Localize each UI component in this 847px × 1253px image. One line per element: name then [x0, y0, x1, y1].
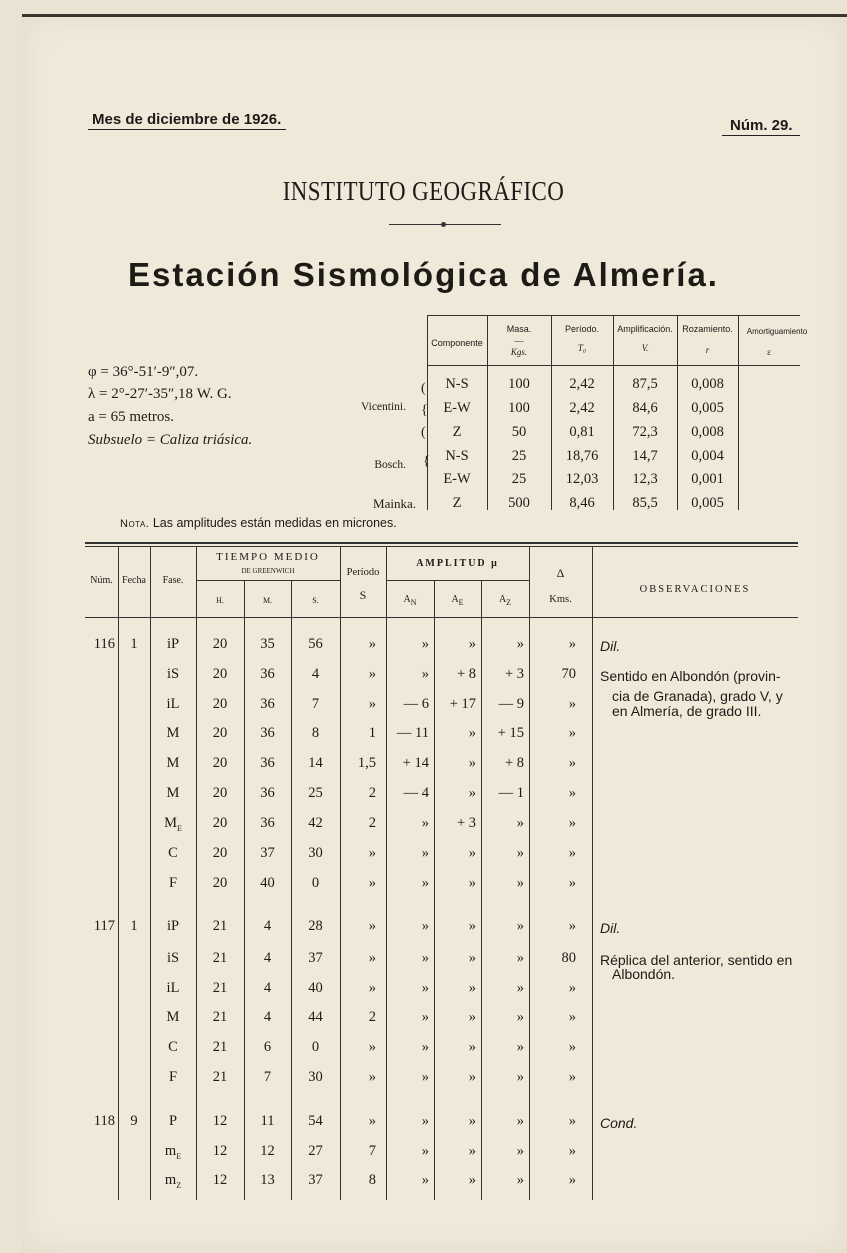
observation-continued: cia de Granada), grado V, y — [612, 688, 783, 704]
note-text: Las amplitudes están medidas en micrones. — [152, 516, 397, 530]
cell-fase: C — [168, 1039, 178, 1055]
cell-h: 12 — [212, 1113, 228, 1129]
cell-h: 20 — [212, 725, 228, 741]
cell-m: 36 — [260, 815, 275, 831]
cell-m: 11 — [260, 1113, 275, 1129]
header-masa-unit: Kgs. — [510, 347, 528, 357]
brace: { — [423, 454, 430, 469]
cell-fase: iP — [166, 636, 180, 652]
header-amplificacion-sym: V. — [641, 343, 649, 353]
cell-m: 35 — [260, 636, 275, 652]
cell-an: » — [421, 815, 429, 831]
cell-fase: iP — [166, 918, 180, 934]
cell: 8,46 — [569, 495, 595, 511]
cell-d: » — [568, 845, 576, 861]
header-periodo: Período — [346, 567, 380, 578]
cell-per: 2 — [368, 1009, 376, 1025]
month-label: Mes de diciembre de 1926. — [92, 111, 282, 128]
header-m: M. — [262, 596, 273, 605]
cell-per: 1,5 — [357, 755, 376, 771]
cell: 87,5 — [632, 376, 658, 392]
cell-d: » — [568, 725, 576, 741]
cell: 85,5 — [632, 495, 658, 511]
cell-per: 7 — [368, 1143, 376, 1159]
cell-d: » — [568, 755, 576, 771]
phase-subscript: E — [177, 823, 182, 833]
cell-h: 20 — [212, 636, 228, 652]
cell-fase: M — [166, 785, 180, 801]
observation: Sentido en Albondón (provin- — [600, 668, 781, 684]
cell-s: 7 — [311, 696, 320, 712]
cell-per: » — [368, 875, 376, 891]
header-s: S. — [312, 596, 319, 605]
header-amplificacion: Amplificación. — [617, 324, 673, 334]
cell-s: 25 — [308, 785, 323, 801]
cell: 25 — [511, 448, 527, 464]
cell: 0,008 — [691, 424, 724, 440]
cell-h: 20 — [212, 666, 228, 682]
cell-az: » — [516, 918, 524, 934]
cell-fase: F — [168, 875, 178, 891]
cell-d: » — [568, 785, 576, 801]
cell-d: » — [568, 1039, 576, 1055]
top-border — [22, 14, 847, 17]
header-periodo-s: S — [359, 588, 367, 602]
header-fase: Fase. — [162, 575, 184, 586]
cell-ae: » — [468, 1113, 476, 1129]
cell-m: 4 — [263, 950, 272, 966]
cell-d: » — [568, 636, 576, 652]
cell: 50 — [511, 424, 527, 440]
cell-per: » — [368, 980, 376, 996]
cell-fase: F — [168, 1069, 178, 1085]
cell-m: 4 — [263, 980, 272, 996]
cell-d: » — [568, 1069, 576, 1085]
rule — [387, 580, 529, 581]
cell-s: 30 — [308, 1069, 323, 1085]
cell-m: 6 — [263, 1039, 272, 1055]
cell-m: 40 — [260, 875, 275, 891]
underline — [722, 135, 800, 136]
note — [120, 516, 397, 530]
header-tiempo-sub: DE GREENWICH — [241, 567, 295, 575]
an-label: A — [403, 594, 411, 605]
cell-m: 36 — [260, 666, 275, 682]
cell-s: 37 — [308, 950, 323, 966]
altitude: a = 65 metros. — [88, 409, 174, 425]
cell-num: 116 — [93, 636, 115, 652]
cell: 0,005 — [691, 495, 724, 511]
cell-per: » — [368, 1113, 376, 1129]
cell: 25 — [511, 471, 527, 487]
rule — [85, 546, 798, 547]
cell-fase: iL — [166, 696, 180, 712]
cell-az: » — [516, 1009, 524, 1025]
cell-per: » — [368, 696, 376, 712]
cell-per: 1 — [368, 725, 376, 741]
cell-ae: » — [468, 725, 476, 741]
cell-az: » — [516, 1113, 524, 1129]
longitude: λ = 2°-27′-35″,18 W. G. — [88, 386, 232, 402]
cell-h: 12 — [212, 1172, 228, 1188]
cell-s: 42 — [308, 815, 323, 831]
an-sub: N — [410, 598, 417, 607]
cell-az: + 8 — [504, 755, 524, 771]
cell-an: + 14 — [402, 755, 429, 771]
cell-d: » — [568, 980, 576, 996]
cell-an: » — [421, 980, 429, 996]
cell-num: 118 — [93, 1113, 115, 1129]
cell-fase — [150, 1172, 196, 1190]
header-amortiguamiento: Amortiguamiento — [746, 327, 808, 336]
header-an — [386, 594, 434, 607]
cell-an: » — [421, 845, 429, 861]
cell-fase: iS — [166, 666, 180, 682]
latitude: φ = 36°-51′-9″,07. — [88, 364, 199, 380]
cell-ae: » — [468, 845, 476, 861]
cell: 100 — [508, 376, 530, 392]
cell-an: — 6 — [403, 696, 429, 712]
header-masa: Masa. — [506, 324, 532, 334]
cell-h: 21 — [212, 950, 228, 966]
cell-an: » — [421, 636, 429, 652]
cell-an: » — [421, 1172, 429, 1188]
cell-d: » — [568, 875, 576, 891]
cell-an: » — [421, 1039, 429, 1055]
cell-m: 4 — [263, 918, 272, 934]
cell-per: 8 — [368, 1172, 376, 1188]
cell-m: 7 — [263, 1069, 272, 1085]
cell-az: » — [516, 980, 524, 996]
header-h: H. — [216, 596, 224, 605]
cell-d: » — [568, 1172, 576, 1188]
cell-h: 20 — [212, 815, 228, 831]
cell-d: 70 — [561, 666, 576, 682]
cell-ae: » — [468, 1172, 476, 1188]
cell-az: » — [516, 1039, 524, 1055]
cell: 0,008 — [691, 376, 724, 392]
phase-label: m — [164, 1172, 177, 1188]
cell-fase: iS — [166, 950, 180, 966]
cell-fase: iL — [166, 980, 180, 996]
cell: 84,6 — [632, 400, 658, 416]
cell-s: 44 — [308, 1009, 323, 1025]
header-rozamiento: Rozamiento. — [682, 324, 733, 334]
cell-az: — 1 — [498, 785, 524, 801]
cell-ae: » — [468, 875, 476, 891]
instrument-bosch: Bosch. — [374, 459, 406, 471]
cell-an: — 4 — [403, 785, 429, 801]
cell-per: » — [368, 950, 376, 966]
cell-az: » — [516, 950, 524, 966]
cell: 72,3 — [632, 424, 658, 440]
cell-s: 56 — [308, 636, 323, 652]
rule — [85, 542, 798, 544]
cell-ae: » — [468, 980, 476, 996]
cell-az: + 3 — [504, 666, 524, 682]
header-fecha: Fecha — [122, 575, 146, 586]
cell-m: 37 — [260, 845, 275, 861]
cell-ae: + 3 — [456, 815, 476, 831]
cell-d: » — [568, 1113, 576, 1129]
cell-m: 36 — [260, 725, 275, 741]
cell-fase — [150, 815, 196, 833]
phase-label: M — [164, 815, 177, 831]
cell-m: 12 — [260, 1143, 275, 1159]
cell: Z — [452, 424, 462, 440]
cell-an: — 11 — [396, 725, 429, 741]
cell-s: 27 — [308, 1143, 323, 1159]
cell-per: 2 — [368, 785, 376, 801]
rule — [592, 546, 593, 1200]
rule — [738, 315, 739, 510]
cell-ae: » — [468, 950, 476, 966]
cell-per: » — [368, 666, 376, 682]
cell-d: » — [568, 1009, 576, 1025]
instrument-mainka: Mainka. — [373, 496, 416, 511]
cell-s: 8 — [311, 725, 320, 741]
cell-an: » — [421, 1113, 429, 1129]
cell: 12,3 — [632, 471, 658, 487]
cell-h: 21 — [212, 918, 228, 934]
cell-h: 21 — [212, 1039, 228, 1055]
ornament-dot — [441, 222, 446, 227]
cell-m: 13 — [260, 1172, 275, 1188]
phase-subscript: E — [176, 1151, 182, 1161]
header-amortiguamiento-sym: ε — [767, 347, 771, 357]
underline — [88, 129, 286, 130]
cell-fase: P — [168, 1113, 178, 1129]
ae-label: A — [451, 594, 459, 605]
issue-number: Núm. 29. — [730, 117, 793, 134]
cell: E-W — [443, 471, 471, 487]
cell-per: » — [368, 636, 376, 652]
cell-fase: M — [166, 755, 180, 771]
cell-num: 117 — [93, 918, 115, 934]
instrument-vicentini: Vicentini. — [361, 401, 406, 413]
cell-per: » — [368, 1039, 376, 1055]
cell-az: + 15 — [497, 725, 524, 741]
cell-fase: M — [166, 1009, 180, 1025]
cell: N-S — [445, 376, 469, 392]
cell-an: » — [421, 950, 429, 966]
cell-m: 36 — [260, 755, 275, 771]
cell-s: 0 — [311, 875, 320, 891]
cell-h: 21 — [212, 980, 228, 996]
header-periodo-sym: T₀ — [577, 343, 587, 353]
cell-az: » — [516, 875, 524, 891]
cell-m: 36 — [260, 785, 275, 801]
cell-ae: » — [468, 755, 476, 771]
cell-per: 2 — [368, 815, 376, 831]
rule — [85, 617, 798, 618]
observation: Cond. — [600, 1115, 638, 1131]
cell-fase — [150, 1143, 196, 1161]
cell-s: 4 — [311, 666, 320, 682]
cell-an: » — [421, 1009, 429, 1025]
cell-d: » — [568, 815, 576, 831]
cell-fecha: 1 — [130, 636, 138, 652]
cell-s: 14 — [308, 755, 323, 771]
cell-ae: + 17 — [449, 696, 476, 712]
cell-per: » — [368, 845, 376, 861]
header-amplitud: AMPLITUD μ — [416, 558, 499, 569]
header-tiempo: TIEMPO MEDIO — [216, 551, 320, 563]
header-ae — [434, 594, 481, 607]
cell: 100 — [508, 400, 530, 416]
cell: 2,42 — [569, 376, 595, 392]
cell-h: 21 — [212, 1069, 228, 1085]
cell: 0,004 — [691, 448, 724, 464]
cell: E-W — [443, 400, 471, 416]
cell-ae: » — [468, 1069, 476, 1085]
cell-an: » — [421, 918, 429, 934]
cell-ae: » — [468, 785, 476, 801]
cell: 14,7 — [632, 448, 658, 464]
cell-ae: » — [468, 1009, 476, 1025]
cell-h: 12 — [212, 1143, 228, 1159]
cell-ae: » — [468, 1039, 476, 1055]
cell-h: 20 — [212, 785, 228, 801]
cell-s: 0 — [311, 1039, 320, 1055]
cell-an: » — [421, 1069, 429, 1085]
observation-continued: en Almería, de grado III. — [612, 703, 762, 719]
header-componente: Componente — [431, 338, 483, 348]
az-label: A — [498, 594, 507, 605]
dash: — — [514, 336, 524, 346]
cell-s: 28 — [308, 918, 323, 934]
cell-az: » — [516, 636, 524, 652]
cell-an: » — [421, 1143, 429, 1159]
cell-an: » — [421, 666, 429, 682]
cell-ae: » — [468, 918, 476, 934]
cell-ae: » — [468, 636, 476, 652]
cell-an: » — [421, 875, 429, 891]
az-sub: Z — [506, 598, 512, 607]
cell-fecha: 9 — [130, 1113, 138, 1129]
cell-s: 30 — [308, 845, 323, 861]
cell: 2,42 — [569, 400, 595, 416]
cell: N-S — [445, 448, 469, 464]
cell-d: 80 — [561, 950, 576, 966]
cell-m: 36 — [260, 696, 275, 712]
phase-label: m — [164, 1143, 177, 1159]
cell: Z — [452, 495, 462, 511]
cell-d: » — [568, 696, 576, 712]
cell-s: 54 — [308, 1113, 323, 1129]
cell-az: — 9 — [498, 696, 524, 712]
cell-ae: » — [468, 1143, 476, 1159]
cell-h: 20 — [212, 845, 228, 861]
note-label: Nota. — [120, 518, 150, 530]
cell-h: 20 — [212, 875, 228, 891]
cell-h: 20 — [212, 696, 228, 712]
header-observaciones: OBSERVACIONES — [639, 584, 751, 595]
observation: Dil. — [600, 920, 621, 936]
cell-ae: + 8 — [456, 666, 476, 682]
observation-continued: Albondón. — [612, 966, 676, 982]
cell-m: 4 — [263, 1009, 272, 1025]
cell-az: » — [516, 1143, 524, 1159]
header-delta: Δ — [556, 566, 565, 580]
header-rozamiento-sym: r — [705, 345, 710, 355]
cell-az: » — [516, 1069, 524, 1085]
cell-fase: C — [168, 845, 178, 861]
observation: Dil. — [600, 638, 621, 654]
header-az — [481, 594, 529, 607]
cell: 12,03 — [565, 471, 599, 487]
cell: 0,005 — [691, 400, 724, 416]
cell-h: 20 — [212, 755, 228, 771]
cell-d: » — [568, 918, 576, 934]
cell-h: 21 — [212, 1009, 228, 1025]
phase-subscript: Z — [176, 1180, 182, 1190]
observation: Réplica del anterior, sentido en — [600, 952, 793, 968]
institute-title: INSTITUTO GEOGRÁFICO — [282, 176, 565, 206]
brace: ( { ( — [421, 381, 428, 440]
cell-fase: M — [166, 725, 180, 741]
cell-az: » — [516, 815, 524, 831]
subsoil: Subsuelo = Caliza triásica. — [88, 432, 253, 448]
cell-s: 37 — [308, 1172, 323, 1188]
rule — [197, 580, 340, 581]
cell: 500 — [508, 495, 530, 511]
cell: 18,76 — [565, 448, 599, 464]
header-periodo: Período. — [564, 324, 600, 334]
cell-per: » — [368, 918, 376, 934]
cell: 0,001 — [691, 471, 724, 487]
cell-s: 40 — [308, 980, 323, 996]
cell: 0,81 — [569, 424, 595, 440]
cell-per: » — [368, 1069, 376, 1085]
header-kms: Kms. — [549, 594, 572, 605]
header-num: Núm. — [90, 575, 113, 586]
cell-d: » — [568, 1143, 576, 1159]
station-title: Estación Sismológica de Almería. — [128, 256, 719, 293]
cell-fecha: 1 — [130, 918, 138, 934]
cell-az: » — [516, 1172, 524, 1188]
ae-sub: E — [458, 598, 464, 607]
cell-az: » — [516, 845, 524, 861]
